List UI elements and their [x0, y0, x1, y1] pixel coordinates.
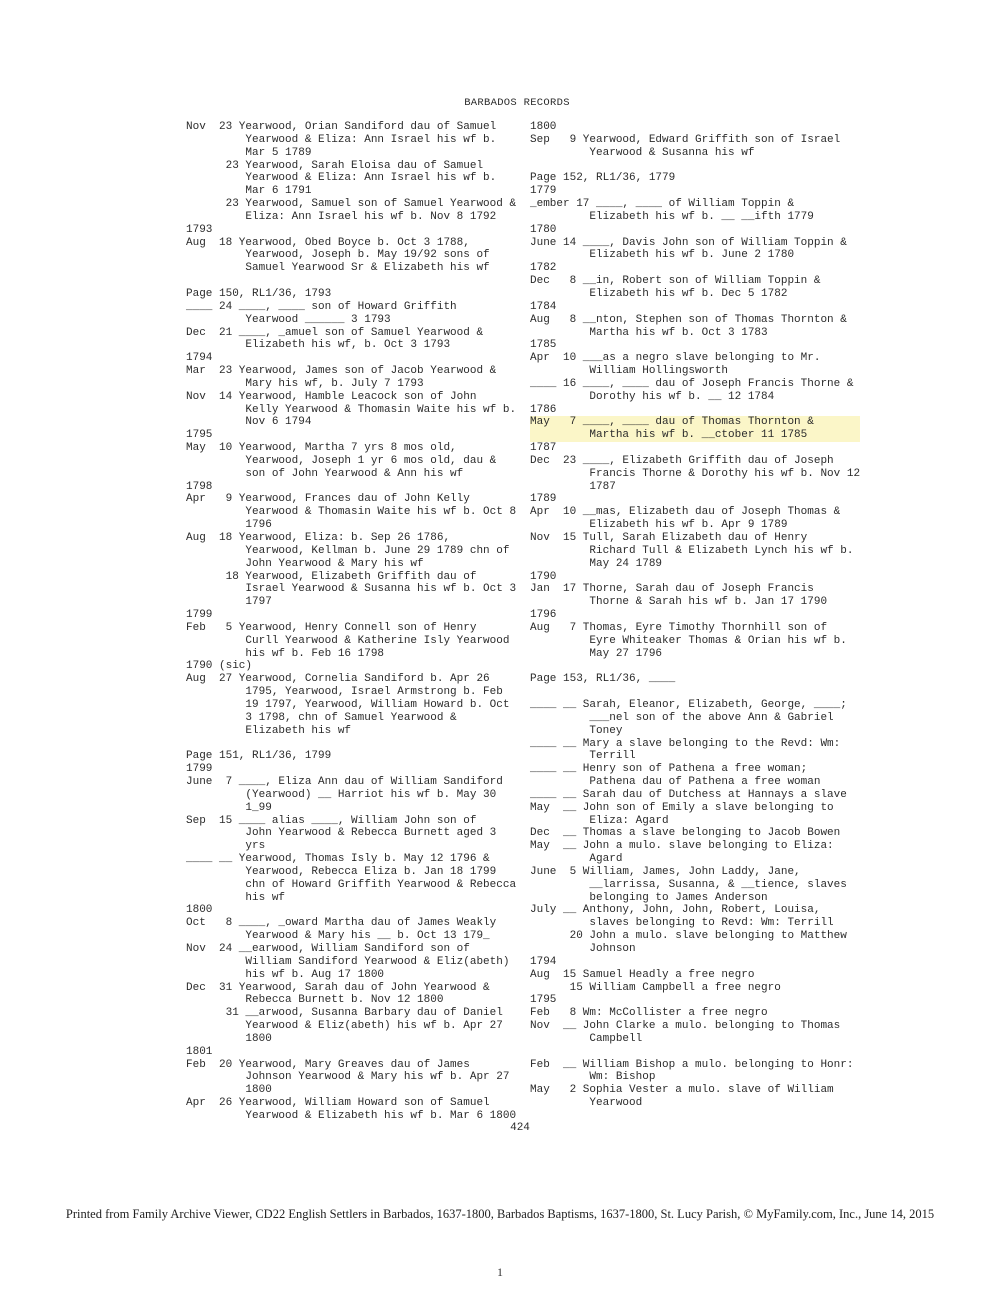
record-line: 1786: [530, 403, 557, 416]
record-line: Pathena dau of Pathena a free woman: [530, 776, 821, 789]
record-line: Kelly Yearwood & Thomasin Waite his wf b.: [186, 403, 517, 416]
record-line: Yearwood: [530, 1097, 643, 1110]
record-line: Yearwood ______ 3 1793: [186, 313, 391, 326]
record-line: slaves belonging to Revd: Wm: Terrill: [530, 917, 834, 930]
record-line: Francis Thorne & Dorothy his wf b. Nov 12: [530, 467, 861, 480]
record-line: Dorothy his wf b. __ 12 1784: [530, 390, 775, 403]
record-line: June 7 ____, Eliza Ann dau of William Sandiford: [186, 776, 503, 789]
record-line: May 27 1796: [530, 647, 663, 660]
record-line: 1790 (sic): [186, 660, 253, 673]
record-line: Page 152, RL1/36, 1779: [530, 172, 676, 185]
record-line: Mar 5 1789: [186, 146, 312, 159]
record-line: 1780: [530, 223, 557, 236]
record-line: [530, 686, 860, 699]
record-line: Apr 10 ___as a negro slave belonging to Mr.: [530, 352, 821, 365]
record-line: Page 153, RL1/36, ____: [530, 673, 676, 686]
record-line: ___nel son of the above Ann & Gabriel: [530, 711, 834, 724]
record-line: Samuel Yearwood Sr & Elizabeth his wf: [186, 262, 490, 275]
record-line: __larrissa, Susanna, & __tience, slaves: [530, 878, 847, 891]
record-line: 1799: [186, 763, 213, 776]
record-line: Page 150, RL1/36, 1793: [186, 287, 332, 300]
record-line: Mar 6 1791: [186, 185, 312, 198]
record-line: ____ 16 ____, ____ dau of Joseph Francis Thorne &: [530, 377, 854, 390]
record-line: 1785: [530, 339, 557, 352]
record-line: 1779: [530, 185, 557, 198]
record-line: 1790: [530, 570, 557, 583]
record-line: belonging to James Anderson: [530, 891, 768, 904]
record-line: his wf b. Feb 16 1798: [186, 647, 385, 660]
record-line: his wf b. Aug 17 1800: [186, 968, 385, 981]
record-line: yrs: [186, 840, 266, 853]
record-line: 1795, Yearwood, Israel Armstrong b. Feb: [186, 686, 503, 699]
record-line: Feb 5 Yearwood, Henry Connell son of Henry: [186, 621, 477, 634]
record-line: Yearwood, Kellman b. June 29 1789 chn of: [186, 544, 510, 557]
record-line: Nov 24 __earwood, William Sandiford son of: [186, 943, 470, 955]
record-line: [186, 738, 524, 751]
record-line: Yearwood, Joseph b. May 19/92 sons of: [186, 249, 490, 262]
record-line: 1800: [186, 904, 213, 917]
record-line: [530, 160, 860, 173]
record-line: Aug 27 Yearwood, Cornelia Sandiford b. Apr 26: [186, 673, 490, 686]
record-line: Martha his wf b. Oct 3 1783: [530, 326, 768, 339]
left-column: [186, 121, 524, 1123]
record-line: John Yearwood & Mary his wf: [186, 557, 424, 570]
record-line: 1787: [530, 480, 616, 493]
record-line: 1800: [530, 121, 557, 133]
record-line: Feb 20 Yearwood, Mary Greaves dau of James: [186, 1058, 470, 1071]
record-line: May 2 Sophia Vester a mulo. slave of William: [530, 1084, 834, 1097]
record-line: Agard: [530, 853, 623, 866]
record-line: Rebecca Burnett b. Nov 12 1800: [186, 994, 444, 1007]
record-line: Nov 6 1794: [186, 416, 312, 429]
record-line: Aug 18 Yearwood, Obed Boyce b. Oct 3 1788,: [186, 236, 470, 249]
record-line: Yearwood, Joseph 1 yr 6 mos old, dau &: [186, 454, 497, 467]
record-line: May 24 1789: [530, 557, 663, 570]
record-line: Feb 8 Wm: McCollister a free negro: [530, 1007, 768, 1020]
record-line: 1795: [530, 994, 557, 1007]
record-line: Richard Tull & Elizabeth Lynch his wf b.: [530, 544, 854, 557]
record-line: July __ Anthony, John, John, Robert, Louisa,: [530, 904, 821, 917]
record-line: Aug 8 __nton, Stephen son of Thomas Thornton &: [530, 313, 847, 326]
record-line: May __ John son of Emily a slave belonging to: [530, 801, 834, 814]
record-line: Elizabeth his wf b. Dec 5 1782: [530, 287, 788, 300]
record-line: William Hollingsworth: [530, 365, 729, 378]
record-line: Dec 21 ____, _amuel son of Samuel Yearwood &: [186, 326, 484, 339]
record-line: Curll Yearwood & Katherine Isly Yearwood: [186, 634, 510, 647]
record-line: Dec 31 Yearwood, Sarah dau of John Yearwood &: [186, 981, 490, 994]
record-line: John Yearwood & Rebecca Burnett aged 3: [186, 827, 497, 840]
right-column: [530, 121, 860, 1110]
record-line: Elizabeth his wf b. Apr 9 1789: [530, 519, 788, 532]
record-line: 31 __arwood, Susanna Barbary dau of Daniel: [186, 1007, 503, 1020]
record-line: Eyre Whiteaker Thomas & Orian his wf b.: [530, 634, 847, 647]
record-line: ____ __ Sarah, Eleanor, Elizabeth, George, ____;: [530, 698, 847, 711]
record-line: Yearwood & Mary his __ b. Oct 13 179_: [186, 930, 490, 943]
record-line: [186, 275, 524, 288]
record-line: Johnson: [530, 943, 636, 955]
record-line: 1799: [186, 609, 213, 622]
record-line: _ember 17 ____, ____ of William Toppin &: [530, 198, 795, 211]
record-line: Yearwood & Eliz(abeth) his wf b. Apr 27: [186, 1020, 503, 1033]
record-line: Oct 8 ____, _oward Martha dau of James Weakly: [186, 917, 497, 930]
record-line: Toney: [530, 724, 623, 737]
record-line: 23 Yearwood, Samuel son of Samuel Yearwood &: [186, 198, 517, 211]
record-line: his wf: [186, 891, 286, 904]
record-line: Johnson Yearwood & Mary his wf b. Apr 27: [186, 1071, 510, 1084]
record-line: chn of Howard Griffith Yearwood & Rebecca: [186, 878, 517, 891]
record-line: son of John Yearwood & Ann his wf: [186, 467, 464, 480]
record-line: Nov 23 Yearwood, Orian Sandiford dau of Samuel: [186, 121, 497, 133]
record-line: 23 Yearwood, Sarah Eloisa dau of Samuel: [186, 159, 484, 172]
record-line: Mar 23 Yearwood, James son of Jacob Yearwood &: [186, 365, 497, 378]
record-line: Elizabeth his wf, b. Oct 3 1793: [186, 339, 451, 352]
record-line: [530, 1046, 860, 1059]
record-line: 1801: [186, 1045, 213, 1058]
record-line: 20 John a mulo. slave belonging to Matthew: [530, 930, 847, 943]
record-line: May 7 ____, ____ dau of Thomas Thornton &: [530, 416, 860, 429]
record-line: ____ __ Yearwood, Thomas Isly b. May 12 1796 &: [186, 853, 490, 866]
record-line: Eliza: Ann Israel his wf b. Nov 8 1792: [186, 210, 497, 223]
record-line: Apr 10 __mas, Elizabeth dau of Joseph Thomas &: [530, 506, 841, 519]
record-line: June 14 ____, Davis John son of William Toppin &: [530, 236, 847, 249]
record-line: 1796: [530, 609, 557, 622]
record-line: Eliza: Agard: [530, 814, 669, 827]
print-footer: Printed from Family Archive Viewer, CD22 English Settlers in Barbados, 1637-1800, Barbados Baptisms, 1637-1800, St. Lucy Parish, © MyFamily.com, Inc., June 14, 2015: [65, 1207, 935, 1221]
sheet-number: 1: [497, 1265, 503, 1279]
record-line: Yearwood & Elizabeth his wf b. Mar 6 1800: [186, 1109, 517, 1122]
record-line: Nov 14 Yearwood, Hamble Leacock son of John: [186, 390, 477, 403]
record-line: Yearwood & Susanna his wf: [530, 146, 755, 159]
record-line: Nov 15 Tull, Sarah Elizabeth dau of Henry: [530, 532, 808, 544]
record-line: Yearwood & Eliza: Ann Israel his wf b.: [186, 133, 497, 146]
record-line: [530, 660, 860, 673]
record-line: Aug 18 Yearwood, Eliza: b. Sep 26 1786,: [186, 532, 451, 544]
record-line: Martha his wf b. __ctober 11 1785: [530, 429, 860, 442]
record-line: June 5 William, James, John Laddy, Jane,: [530, 865, 801, 878]
record-line: Sep 9 Yearwood, Edward Griffith son of Israel: [530, 133, 841, 146]
record-line: (Yearwood) __ Harriot his wf b. May 30: [186, 788, 497, 801]
record-line: ____ __ Mary a slave belonging to the Revd: Wm:: [530, 737, 841, 750]
record-line: May 10 Yearwood, Martha 7 yrs 8 mos old,: [186, 442, 457, 455]
record-line: 1794: [530, 955, 557, 968]
record-line: Sep 15 ____ alias ____, William John son of: [186, 814, 477, 827]
record-line: 1795: [186, 429, 213, 442]
record-line: 1789: [530, 493, 557, 506]
record-line: 18 Yearwood, Elizabeth Griffith dau of: [186, 570, 477, 583]
record-line: Elizabeth his wf b. June 2 1780: [530, 249, 795, 262]
record-line: 1_99: [186, 801, 272, 814]
record-line: Aug 7 Thomas, Eyre Timothy Thornhill son of: [530, 621, 828, 634]
record-line: Page 151, RL1/36, 1799: [186, 750, 332, 763]
record-line: Aug 15 Samuel Headly a free negro: [530, 968, 755, 981]
record-line: Wm: Bishop: [530, 1071, 656, 1084]
record-line: Elizabeth his wf b. __ __ifth 1779: [530, 210, 814, 223]
record-line: Yearwood & Thomasin Waite his wf b. Oct 8: [186, 506, 517, 519]
page-title: BARBADOS RECORDS: [464, 97, 570, 109]
record-line: Yearwood, Rebecca Eliza b. Jan 18 1799: [186, 865, 497, 878]
record-line: ____ __ Sarah dau of Dutchess at Hannays a slave: [530, 788, 847, 801]
record-line: Campbell: [530, 1032, 643, 1045]
record-line: Jan 17 Thorne, Sarah dau of Joseph Francis: [530, 583, 814, 596]
record-line: 19 1797, Yearwood, William Howard b. Oct: [186, 698, 510, 711]
record-line: Dec 23 ____, Elizabeth Griffith dau of Joseph: [530, 454, 834, 467]
record-line: Apr 9 Yearwood, Frances dau of John Kelly: [186, 493, 470, 506]
record-line: May __ John a mulo. slave belonging to Eliza:: [530, 840, 834, 853]
record-line: 15 William Campbell a free negro: [530, 981, 781, 994]
record-line: 1796: [186, 519, 272, 532]
record-line: Dec __ Thomas a slave belonging to Jacob Bowen: [530, 827, 841, 840]
record-line: Thorne & Sarah his wf b. Jan 17 1790: [530, 596, 828, 609]
record-line: Apr 26 Yearwood, William Howard son of Samuel: [186, 1097, 490, 1110]
page-number: 424: [510, 1122, 530, 1134]
record-line: 1797: [186, 596, 272, 609]
record-line: ____ 24 ____, ____ son of Howard Griffith: [186, 300, 457, 313]
record-line: Mary his wf, b. July 7 1793: [186, 377, 424, 390]
record-line: 3 1798, chn of Samuel Yearwood &: [186, 711, 457, 724]
record-line: Israel Yearwood & Susanna his wf b. Oct 3: [186, 583, 517, 596]
record-line: 1782: [530, 262, 557, 275]
record-line: 1800: [186, 1084, 272, 1097]
record-line: Dec 8 __in, Robert son of William Toppin &: [530, 275, 821, 288]
record-line: William Sandiford Yearwood & Eliz(abeth): [186, 955, 510, 968]
record-line: Nov __ John Clarke a mulo. belonging to Thomas: [530, 1020, 841, 1033]
record-line: Feb __ William Bishop a mulo. belonging to Honr:: [530, 1058, 854, 1071]
record-line: 1800: [186, 1032, 272, 1045]
record-line: 1784: [530, 300, 557, 313]
record-line: Yearwood & Eliza: Ann Israel his wf b.: [186, 172, 497, 185]
record-line: 1793: [186, 223, 213, 236]
record-line: ____ __ Henry son of Pathena a free woman;: [530, 763, 808, 776]
record-line: 1787: [530, 442, 557, 455]
record-line: Terrill: [530, 750, 636, 763]
record-line: 1794: [186, 352, 213, 365]
record-line: 1798: [186, 480, 213, 493]
record-line: Elizabeth his wf: [186, 724, 352, 737]
